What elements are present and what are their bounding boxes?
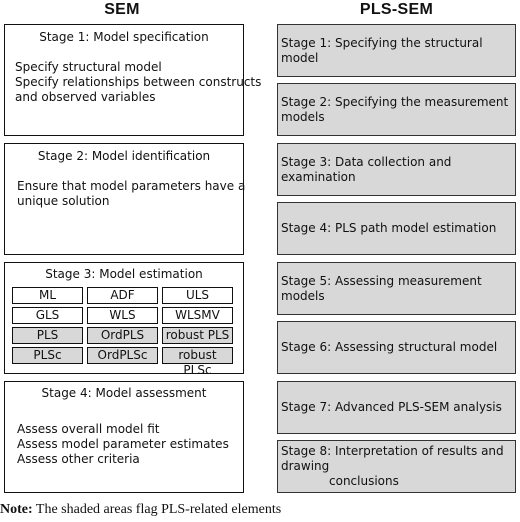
method-adf: ADF — [87, 287, 158, 304]
pls-stage-3-box — [277, 143, 516, 196]
sem-stage-4-box — [4, 381, 244, 493]
method-wls: WLS — [87, 307, 158, 324]
pls-stage-4-box — [277, 202, 516, 255]
pls-stage-8-box — [277, 440, 516, 493]
pls-stage-2-box — [277, 83, 516, 136]
sem-stage-1-box — [4, 24, 262, 136]
method-robust-pls: robust PLS — [162, 327, 233, 344]
pls-stage-8-label: Stage 8: Interpretation of results and drawing — [281, 444, 504, 473]
method-uls: ULS — [162, 287, 233, 304]
sem-stage-1-line-2: Specify relationships between constructs — [15, 75, 262, 89]
sem-stage-4-title: Stage 4: Model assessment — [41, 386, 207, 400]
method-plsc: PLSc — [12, 347, 83, 364]
method-wlsmv: WLSMV — [162, 307, 233, 324]
pls-stage-4-label: Stage 4: PLS path model estimation — [281, 221, 497, 235]
pls-stage-2-label: Stage 2: Specifying the measurement models — [281, 94, 509, 124]
pls-stage-6-label: Stage 6: Assessing structural model — [281, 340, 498, 354]
pls-stage-8-label-cont: conclusions — [329, 474, 399, 488]
footnote — [0, 502, 281, 518]
pls-stage-5-box — [277, 262, 516, 315]
pls-stage-3-label: Stage 3: Data collection and examination — [281, 154, 452, 184]
sem-column-title: SEM — [104, 1, 140, 18]
sem-stage-4-line-1: Assess overall model fit — [17, 422, 160, 436]
sem-stage-4-line-2: Assess model parameter estimates — [17, 437, 229, 451]
method-gls: GLS — [12, 307, 83, 324]
method-robust-plsc: robust PLSc — [162, 347, 233, 364]
footnote-text: The shaded areas flag PLS-related elements — [32, 502, 282, 517]
pls-stage-6-box — [277, 321, 516, 374]
pls-stage-1-label: Stage 1: Specifying the structural model — [281, 35, 483, 65]
pls-stage-7-box — [277, 381, 516, 434]
sem-stage-3-title: Stage 3: Model estimation — [45, 267, 203, 281]
method-ml: ML — [12, 287, 83, 304]
sem-stage-2-line-1: Ensure that model parameters have a — [17, 179, 246, 193]
pls-stage-5-label: Stage 5: Assessing measurement models — [281, 273, 482, 303]
method-ordplsc: OrdPLSc — [87, 347, 158, 364]
sem-stage-4-line-3: Assess other criteria — [17, 452, 140, 466]
sem-stage-1-title: Stage 1: Model specification — [39, 30, 209, 44]
footnote-label: Note: — [0, 502, 33, 517]
pls-stage-7-label: Stage 7: Advanced PLS-SEM analysis — [281, 400, 502, 414]
sem-stage-2-box — [4, 143, 244, 255]
sem-stage-3-box — [4, 262, 244, 377]
sem-stage-1-line-3: and observed variables — [15, 90, 156, 104]
method-pls: PLS — [12, 327, 83, 344]
method-ordpls: OrdPLS — [87, 327, 158, 344]
sem-stage-1-line-1: Specify structural model — [15, 60, 162, 74]
sem-stage-2-title: Stage 2: Model identification — [37, 149, 211, 163]
sem-stage-2-line-2: unique solution — [17, 194, 110, 208]
pls-sem-column-title: PLS-SEM — [359, 1, 434, 18]
pls-stage-1-box — [277, 24, 516, 77]
